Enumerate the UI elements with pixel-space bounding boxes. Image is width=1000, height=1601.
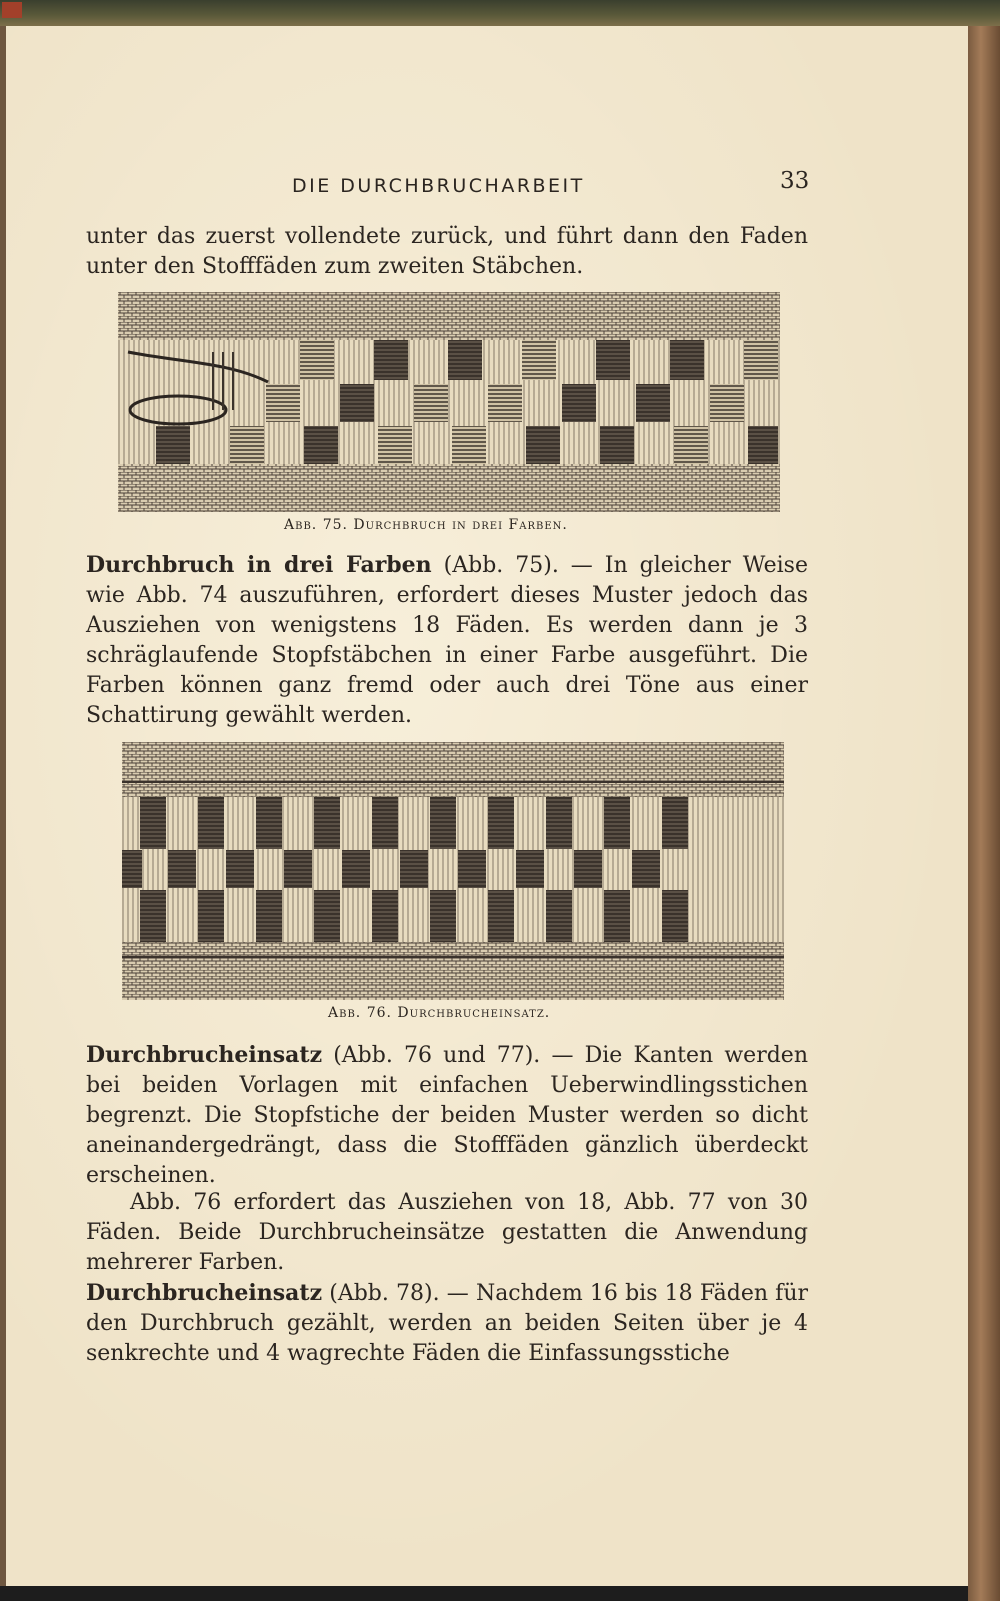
paragraph-intro: unter das zuerst vollendete zurück, und führt dann den Faden unter den Stofffäden zum zweiten Stäbchen. [86, 224, 808, 279]
paragraph-durchbrucheinsatz-78 [86, 1278, 808, 1369]
text-durchbruch-drei-farben: (Abb. 75). — In gleicher Weise wie Abb. 74 auszuführen, erfordert dieses Muster jedoch das Ausziehen von wenigstens 18 Fäden. Es werden dann je 3 schräglaufende Stopfstäbchen in einer Farbe ausgeführt. Die Farben können ganz fremd oder auch drei Töne aus einer Schattirung gewählt werden. [86, 553, 808, 728]
page-corner-mark [2, 2, 22, 18]
paragraph-durchbrucheinsatz-76-77 [86, 1040, 808, 1191]
book-top-edge [0, 0, 1000, 26]
figure-75-illustration [118, 292, 780, 512]
book-bottom-edge [0, 1586, 968, 1601]
heading-durchbrucheinsatz-78: Durchbrucheinsatz [86, 1280, 323, 1306]
book-right-edge [968, 26, 1000, 1601]
paragraph-abb76-abb77: Abb. 76 erfordert das Ausziehen von 18, Abb. 77 von 30 Fäden. Beide Durchbrucheinsätze gestatten die Anwendung mehrerer Farben. [86, 1190, 808, 1275]
text-durchbrucheinsatz-76-77: (Abb. 76 und 77). — Die Kanten werden bei beiden Vorlagen mit einfachen Ueberwindlingsstichen begrenzt. Die Stopfstiche der beiden Muster werden so dicht aneinandergedrängt, dass die Stofffäden gänzlich überdeckt erscheinen. [86, 1043, 808, 1188]
page-number: 33 [780, 168, 810, 194]
heading-durchbrucheinsatz: Durchbrucheinsatz [86, 1042, 323, 1068]
running-head: DIE DURCHBRUCHARBEIT [292, 175, 585, 197]
figure-75-caption: Abb. 75. Durchbruch in drei Farben. [284, 517, 568, 533]
fig75-bars-bottom [156, 426, 778, 464]
heading-durchbruch-drei-farben: Durchbruch in drei Farben [86, 552, 432, 578]
figure-76-caption: Abb. 76. Durchbrucheinsatz. [328, 1005, 551, 1021]
paragraph-durchbruch-drei-farben [86, 550, 808, 731]
text-durchbrucheinsatz-78: (Abb. 78). — Nachdem 16 bis 18 Fäden für den Durchbruch gezählt, werden an beiden Seiten über je 4 senkrechte und 4 wagrechte Fäden die Einfassungsstiche [86, 1281, 808, 1366]
figure-76-illustration [122, 742, 784, 1000]
